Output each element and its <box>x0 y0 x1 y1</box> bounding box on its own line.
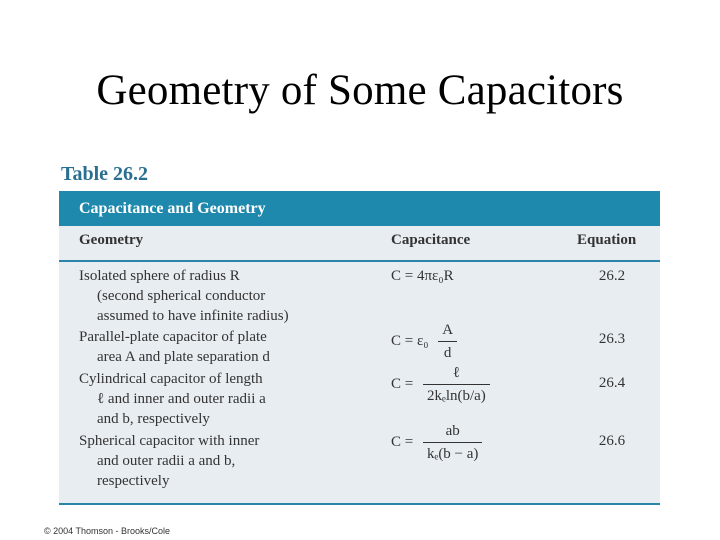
geometry-line: Isolated sphere of radius R <box>79 268 240 284</box>
table-label: Table 26.2 <box>61 163 149 185</box>
capacitance-formula <box>391 421 482 464</box>
table-header-row <box>59 226 660 262</box>
fraction-numerator: A <box>438 320 457 342</box>
capacitance-formula <box>391 320 457 363</box>
table-caption: Capacitance and Geometry <box>59 191 660 226</box>
fraction-denominator: d <box>443 345 452 361</box>
fraction-numerator: ℓ <box>423 363 490 385</box>
table-row-geometry <box>79 369 384 429</box>
equation-number: 26.3 <box>598 331 626 347</box>
formula-fraction <box>423 363 490 406</box>
fraction-denominator: 2kₑln(b/a) <box>426 388 486 404</box>
header-equation: Equation <box>577 232 637 248</box>
fraction-denominator: kₑ(b − a) <box>426 446 479 462</box>
formula-lhs: C = ε₀ <box>391 332 429 349</box>
table-row-geometry <box>79 431 384 491</box>
table-row-geometry <box>79 266 384 326</box>
equation-number: 26.2 <box>598 268 626 284</box>
geometry-line: Spherical capacitor with inner <box>79 433 260 449</box>
formula-lhs: C = <box>391 433 414 450</box>
geometry-line: ℓ and inner and outer radii a <box>97 391 266 407</box>
equation-number: 26.6 <box>598 433 626 449</box>
geometry-line: and b, respectively <box>97 411 210 427</box>
capacitance-formula: C = 4πε₀R <box>391 268 454 284</box>
formula-fraction <box>438 320 457 363</box>
slide-title: Geometry of Some Capacitors <box>96 67 624 114</box>
equation-number: 26.4 <box>598 375 626 391</box>
header-capacitance: Capacitance <box>391 232 471 248</box>
geometry-line: area A and plate separation d <box>97 349 270 365</box>
capacitance-formula <box>391 363 490 406</box>
geometry-line: and outer radii a and b, <box>97 453 236 469</box>
geometry-line: assumed to have infinite radius) <box>97 308 289 324</box>
geometry-line: respectively <box>97 473 170 489</box>
header-geometry: Geometry <box>79 232 144 248</box>
geometry-line: Parallel-plate capacitor of plate <box>79 329 267 345</box>
copyright-notice: © 2004 Thomson - Brooks/Cole <box>44 526 171 536</box>
fraction-numerator: ab <box>423 421 482 443</box>
formula-fraction <box>423 421 482 464</box>
table-row-geometry <box>79 327 384 367</box>
formula-lhs: C = <box>391 375 414 392</box>
capacitance-table <box>59 191 660 505</box>
geometry-line: Cylindrical capacitor of length <box>79 371 263 387</box>
geometry-line: (second spherical conductor <box>97 288 266 304</box>
